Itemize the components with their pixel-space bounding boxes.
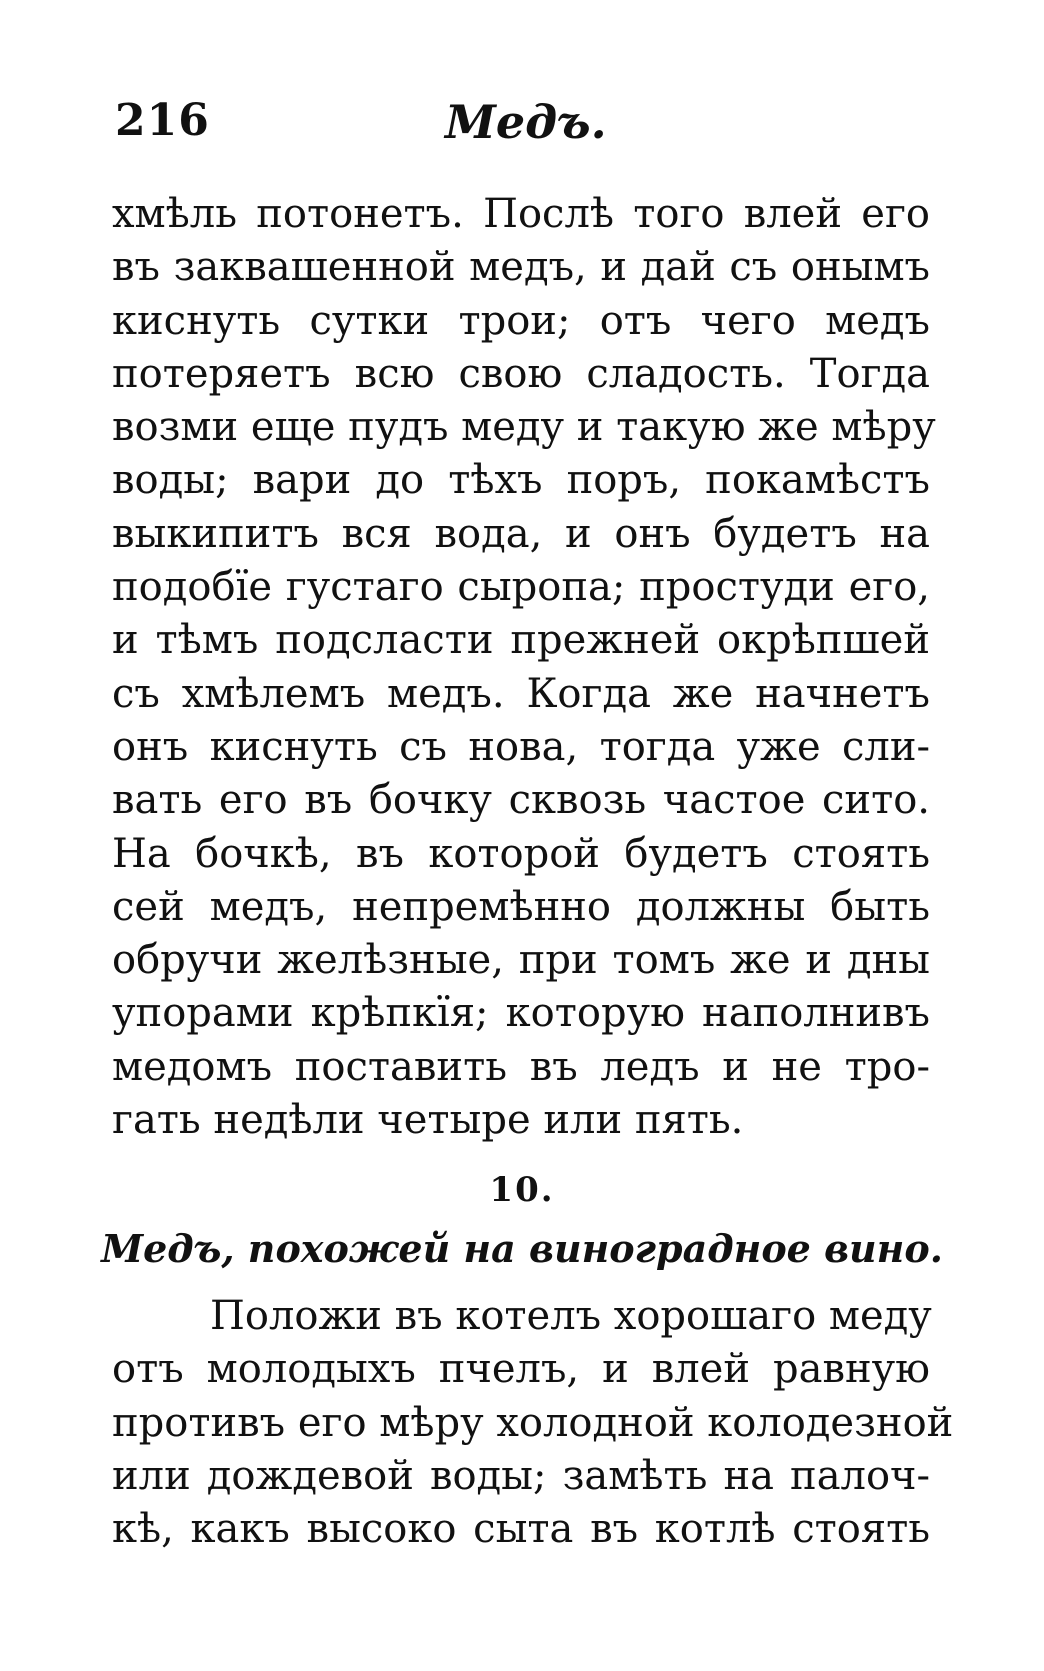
paragraph-continued [112, 188, 936, 1147]
text-line: подобїе густаго сыропа; простуди его, [112, 564, 930, 611]
text-line: возми еще пудъ меду и такую же мѣру [112, 404, 936, 451]
text-line: или дождевой воды; замѣть на палоч- [112, 1452, 930, 1499]
text-line: съ хмѣлемъ медъ. Когда же начнетъ [112, 670, 930, 717]
text-line: онъ киснуть съ нова, тогда уже сли- [112, 723, 930, 770]
running-title: Медъ. [445, 95, 607, 149]
text-line: Положи въ котелъ хорошаго меду [210, 1293, 932, 1339]
text-line: въ заквашенной медъ, и дай съ онымъ [112, 244, 930, 291]
text-line: На бочкѣ, въ которой будетъ стоять [112, 830, 930, 877]
text-line: кѣ, какъ высоко сыта въ котлѣ стоять [112, 1506, 930, 1553]
section-heading: Медъ, похожей на виноградное вино. [101, 1226, 943, 1271]
text-line: киснуть сутки трои; отъ чего медъ [112, 297, 930, 344]
page-header [115, 95, 915, 155]
text-line: медомъ поставить въ ледъ и не тро- [112, 1043, 930, 1090]
text-line: противъ его мѣру холодной колодезной [112, 1399, 954, 1446]
text-line: отъ молодыхъ пчелъ, и влей равную [112, 1346, 930, 1393]
text-line: вать его въ бочку сквозь частое сито. [112, 777, 930, 824]
text-line: хмѣль потонетъ. Послѣ того влей его [112, 191, 930, 237]
text-line: выкипитъ вся вода, и онъ будетъ на [112, 510, 930, 557]
page-number: 216 [115, 95, 210, 146]
text-line: обручи желѣзные, при томъ же и дны [112, 937, 930, 984]
text-line: потеряетъ всю свою сладость. Тогда [112, 350, 930, 397]
section-number: 10. [489, 1170, 555, 1210]
text-line: гать недѣли четыре или пять. [112, 1097, 744, 1144]
paragraph-recipe [112, 1290, 954, 1556]
text-line: сей медъ, непремѣнно должны быть [112, 883, 930, 930]
text-line: воды; вари до тѣхъ поръ, покамѣстъ [112, 457, 930, 504]
text-line: упорами крѣпкїя; которую наполнивъ [112, 990, 930, 1037]
text-line: и тѣмъ подсласти прежней окрѣпшей [112, 617, 930, 664]
